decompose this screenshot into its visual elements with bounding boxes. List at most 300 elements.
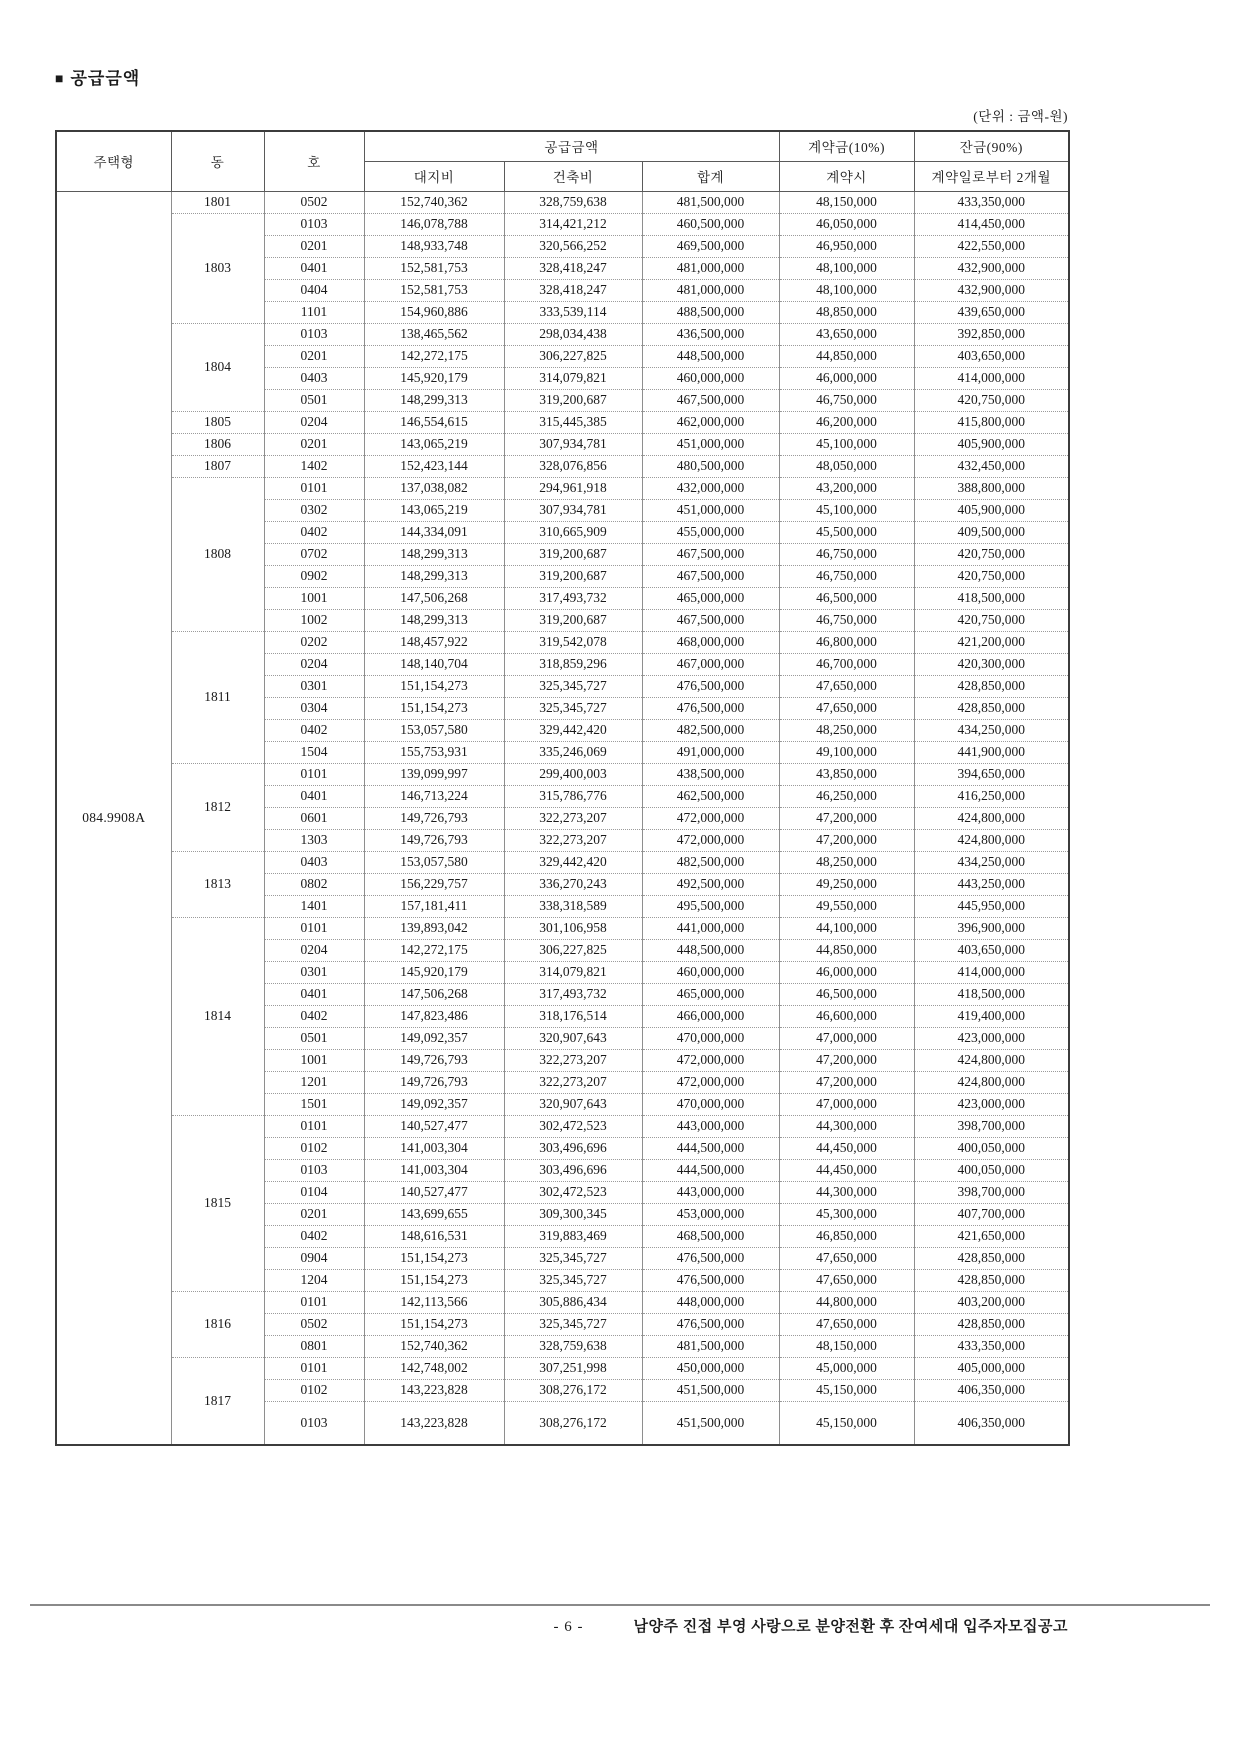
contract-payment-cell: 45,300,000 xyxy=(779,1203,914,1225)
contract-payment-cell: 46,750,000 xyxy=(779,543,914,565)
total-cell: 467,500,000 xyxy=(642,609,779,631)
land-cost-cell: 146,713,224 xyxy=(364,785,504,807)
balance-payment-cell: 424,800,000 xyxy=(914,1071,1069,1093)
building-cell: 1811 xyxy=(171,631,264,763)
balance-payment-cell: 400,050,000 xyxy=(914,1137,1069,1159)
contract-payment-cell: 47,000,000 xyxy=(779,1093,914,1115)
building-cell: 1808 xyxy=(171,477,264,631)
contract-payment-cell: 47,650,000 xyxy=(779,675,914,697)
construction-cost-cell: 328,418,247 xyxy=(504,279,642,301)
contract-payment-cell: 48,250,000 xyxy=(779,719,914,741)
contract-payment-cell: 46,600,000 xyxy=(779,1005,914,1027)
land-cost-cell: 152,581,753 xyxy=(364,257,504,279)
contract-payment-cell: 45,000,000 xyxy=(779,1357,914,1379)
section-title-text: 공급금액 xyxy=(70,69,141,88)
unit-cell: 0802 xyxy=(264,873,364,895)
building-cell: 1813 xyxy=(171,851,264,917)
balance-payment-cell: 424,800,000 xyxy=(914,1049,1069,1071)
total-cell: 441,000,000 xyxy=(642,917,779,939)
contract-payment-cell: 47,650,000 xyxy=(779,1269,914,1291)
land-cost-cell: 151,154,273 xyxy=(364,1313,504,1335)
total-cell: 438,500,000 xyxy=(642,763,779,785)
unit-cell: 0301 xyxy=(264,675,364,697)
unit-cell: 1001 xyxy=(264,1049,364,1071)
unit-cell: 0204 xyxy=(264,939,364,961)
total-cell: 481,000,000 xyxy=(642,257,779,279)
unit-cell: 0702 xyxy=(264,543,364,565)
construction-cost-cell: 317,493,732 xyxy=(504,983,642,1005)
total-cell: 451,000,000 xyxy=(642,433,779,455)
contract-payment-cell: 44,100,000 xyxy=(779,917,914,939)
table-row xyxy=(56,631,1069,653)
total-cell: 443,000,000 xyxy=(642,1181,779,1203)
unit-cell: 0101 xyxy=(264,1291,364,1313)
unit-cell: 0102 xyxy=(264,1379,364,1401)
unit-cell: 0101 xyxy=(264,1357,364,1379)
footer-note: 남양주 진접 부영 사랑으로 분양전환 후 잔여세대 입주자모집공고 xyxy=(633,1619,1068,1635)
land-cost-cell: 142,113,566 xyxy=(364,1291,504,1313)
unit-cell: 0403 xyxy=(264,851,364,873)
unit-cell: 1001 xyxy=(264,587,364,609)
housing-type-cell: 084.9908A xyxy=(56,191,171,1445)
unit-cell: 0202 xyxy=(264,631,364,653)
land-cost-cell: 142,272,175 xyxy=(364,939,504,961)
land-cost-cell: 148,616,531 xyxy=(364,1225,504,1247)
land-cost-cell: 153,057,580 xyxy=(364,719,504,741)
contract-payment-cell: 46,750,000 xyxy=(779,609,914,631)
unit-cell: 1303 xyxy=(264,829,364,851)
footer-row xyxy=(30,1615,1210,1636)
contract-payment-cell: 44,300,000 xyxy=(779,1181,914,1203)
unit-cell: 0902 xyxy=(264,565,364,587)
balance-payment-cell: 414,000,000 xyxy=(914,367,1069,389)
balance-payment-cell: 418,500,000 xyxy=(914,983,1069,1005)
total-cell: 480,500,000 xyxy=(642,455,779,477)
construction-cost-cell: 319,200,687 xyxy=(504,543,642,565)
building-cell: 1814 xyxy=(171,917,264,1115)
total-cell: 491,000,000 xyxy=(642,741,779,763)
balance-payment-cell: 405,900,000 xyxy=(914,433,1069,455)
total-cell: 451,500,000 xyxy=(642,1379,779,1401)
balance-payment-cell: 405,900,000 xyxy=(914,499,1069,521)
building-cell: 1805 xyxy=(171,411,264,433)
unit-cell: 0904 xyxy=(264,1247,364,1269)
construction-cost-cell: 325,345,727 xyxy=(504,675,642,697)
total-cell: 460,000,000 xyxy=(642,367,779,389)
land-cost-cell: 152,581,753 xyxy=(364,279,504,301)
construction-cost-cell: 325,345,727 xyxy=(504,1313,642,1335)
construction-cost-cell: 329,442,420 xyxy=(504,719,642,741)
land-cost-cell: 145,920,179 xyxy=(364,961,504,983)
building-cell: 1816 xyxy=(171,1291,264,1357)
unit-cell: 0103 xyxy=(264,213,364,235)
construction-cost-cell: 305,886,434 xyxy=(504,1291,642,1313)
total-cell: 436,500,000 xyxy=(642,323,779,345)
contract-payment-cell: 46,950,000 xyxy=(779,235,914,257)
construction-cost-cell: 306,227,825 xyxy=(504,345,642,367)
construction-cost-cell: 299,400,003 xyxy=(504,763,642,785)
land-cost-cell: 151,154,273 xyxy=(364,697,504,719)
balance-payment-cell: 433,350,000 xyxy=(914,1335,1069,1357)
contract-payment-cell: 46,000,000 xyxy=(779,367,914,389)
total-cell: 462,500,000 xyxy=(642,785,779,807)
contract-payment-cell: 47,650,000 xyxy=(779,697,914,719)
total-cell: 476,500,000 xyxy=(642,697,779,719)
land-cost-cell: 141,003,304 xyxy=(364,1159,504,1181)
contract-payment-cell: 44,300,000 xyxy=(779,1115,914,1137)
balance-payment-cell: 423,000,000 xyxy=(914,1027,1069,1049)
land-cost-cell: 144,334,091 xyxy=(364,521,504,543)
unit-cell: 0401 xyxy=(264,983,364,1005)
unit-cell: 0402 xyxy=(264,719,364,741)
land-cost-cell: 151,154,273 xyxy=(364,1269,504,1291)
page-footer xyxy=(30,1604,1210,1636)
land-cost-cell: 155,753,931 xyxy=(364,741,504,763)
construction-cost-cell: 306,227,825 xyxy=(504,939,642,961)
unit-cell: 0402 xyxy=(264,1225,364,1247)
unit-cell: 0601 xyxy=(264,807,364,829)
balance-payment-cell: 434,250,000 xyxy=(914,719,1069,741)
unit-cell: 0101 xyxy=(264,763,364,785)
unit-cell: 0501 xyxy=(264,389,364,411)
balance-payment-cell: 428,850,000 xyxy=(914,675,1069,697)
balance-payment-cell: 421,650,000 xyxy=(914,1225,1069,1247)
unit-cell: 0201 xyxy=(264,345,364,367)
construction-cost-cell: 320,907,643 xyxy=(504,1093,642,1115)
balance-payment-cell: 428,850,000 xyxy=(914,697,1069,719)
land-cost-cell: 149,726,793 xyxy=(364,1049,504,1071)
total-cell: 465,000,000 xyxy=(642,587,779,609)
contract-payment-cell: 48,150,000 xyxy=(779,1335,914,1357)
balance-payment-cell: 445,950,000 xyxy=(914,895,1069,917)
balance-payment-cell: 421,200,000 xyxy=(914,631,1069,653)
construction-cost-cell: 315,786,776 xyxy=(504,785,642,807)
total-cell: 467,500,000 xyxy=(642,543,779,565)
balance-payment-cell: 428,850,000 xyxy=(914,1269,1069,1291)
total-cell: 444,500,000 xyxy=(642,1159,779,1181)
land-cost-cell: 143,065,219 xyxy=(364,499,504,521)
contract-payment-cell: 44,850,000 xyxy=(779,939,914,961)
unit-cell: 0402 xyxy=(264,1005,364,1027)
balance-payment-cell: 398,700,000 xyxy=(914,1181,1069,1203)
balance-payment-cell: 432,450,000 xyxy=(914,455,1069,477)
balance-payment-cell: 424,800,000 xyxy=(914,807,1069,829)
total-cell: 482,500,000 xyxy=(642,851,779,873)
balance-payment-cell: 420,750,000 xyxy=(914,565,1069,587)
total-cell: 450,000,000 xyxy=(642,1357,779,1379)
construction-cost-cell: 317,493,732 xyxy=(504,587,642,609)
contract-payment-cell: 49,550,000 xyxy=(779,895,914,917)
construction-cost-cell: 318,859,296 xyxy=(504,653,642,675)
land-cost-cell: 149,726,793 xyxy=(364,829,504,851)
building-cell: 1812 xyxy=(171,763,264,851)
table-row xyxy=(56,477,1069,499)
construction-cost-cell: 310,665,909 xyxy=(504,521,642,543)
footer-divider xyxy=(30,1604,1210,1606)
contract-payment-cell: 45,100,000 xyxy=(779,499,914,521)
land-cost-cell: 149,726,793 xyxy=(364,807,504,829)
table-row xyxy=(56,213,1069,235)
total-cell: 455,000,000 xyxy=(642,521,779,543)
header-row-1 xyxy=(56,131,1069,161)
land-cost-cell: 157,181,411 xyxy=(364,895,504,917)
balance-payment-cell: 392,850,000 xyxy=(914,323,1069,345)
total-cell: 472,000,000 xyxy=(642,807,779,829)
unit-cell: 0304 xyxy=(264,697,364,719)
building-cell: 1803 xyxy=(171,213,264,323)
col-header-building: 동 xyxy=(171,131,264,191)
land-cost-cell: 152,423,144 xyxy=(364,455,504,477)
total-cell: 451,000,000 xyxy=(642,499,779,521)
land-cost-cell: 148,457,922 xyxy=(364,631,504,653)
balance-payment-cell: 420,750,000 xyxy=(914,609,1069,631)
land-cost-cell: 143,223,828 xyxy=(364,1379,504,1401)
table-row xyxy=(56,191,1069,213)
construction-cost-cell: 322,273,207 xyxy=(504,1049,642,1071)
balance-payment-cell: 403,650,000 xyxy=(914,939,1069,961)
contract-payment-cell: 47,650,000 xyxy=(779,1247,914,1269)
land-cost-cell: 146,554,615 xyxy=(364,411,504,433)
balance-payment-cell: 428,850,000 xyxy=(914,1313,1069,1335)
land-cost-cell: 143,699,655 xyxy=(364,1203,504,1225)
balance-payment-cell: 432,900,000 xyxy=(914,279,1069,301)
balance-payment-cell: 400,050,000 xyxy=(914,1159,1069,1181)
contract-payment-cell: 48,150,000 xyxy=(779,191,914,213)
unit-cell: 0201 xyxy=(264,433,364,455)
total-cell: 432,000,000 xyxy=(642,477,779,499)
construction-cost-cell: 329,442,420 xyxy=(504,851,642,873)
contract-payment-cell: 49,100,000 xyxy=(779,741,914,763)
contract-payment-cell: 46,200,000 xyxy=(779,411,914,433)
total-cell: 470,000,000 xyxy=(642,1093,779,1115)
total-cell: 481,000,000 xyxy=(642,279,779,301)
col-header-unit: 호 xyxy=(264,131,364,191)
unit-cell: 0302 xyxy=(264,499,364,521)
contract-payment-cell: 44,800,000 xyxy=(779,1291,914,1313)
unit-note: (단위 : 금액-원) xyxy=(973,109,1068,124)
table-row xyxy=(56,851,1069,873)
construction-cost-cell: 314,079,821 xyxy=(504,961,642,983)
unit-cell: 1002 xyxy=(264,609,364,631)
contract-payment-cell: 47,650,000 xyxy=(779,1313,914,1335)
unit-cell: 0103 xyxy=(264,1159,364,1181)
construction-cost-cell: 319,200,687 xyxy=(504,565,642,587)
land-cost-cell: 147,506,268 xyxy=(364,587,504,609)
total-cell: 492,500,000 xyxy=(642,873,779,895)
contract-payment-cell: 43,650,000 xyxy=(779,323,914,345)
contract-payment-cell: 46,700,000 xyxy=(779,653,914,675)
land-cost-cell: 147,823,486 xyxy=(364,1005,504,1027)
construction-cost-cell: 319,200,687 xyxy=(504,609,642,631)
unit-cell: 1501 xyxy=(264,1093,364,1115)
balance-payment-cell: 420,750,000 xyxy=(914,543,1069,565)
contract-payment-cell: 47,200,000 xyxy=(779,807,914,829)
building-cell: 1806 xyxy=(171,433,264,455)
balance-payment-cell: 441,900,000 xyxy=(914,741,1069,763)
balance-payment-cell: 407,700,000 xyxy=(914,1203,1069,1225)
construction-cost-cell: 328,076,856 xyxy=(504,455,642,477)
col-header-total: 합계 xyxy=(642,161,779,191)
contract-payment-cell: 46,800,000 xyxy=(779,631,914,653)
total-cell: 476,500,000 xyxy=(642,1269,779,1291)
balance-payment-cell: 403,650,000 xyxy=(914,345,1069,367)
unit-cell: 0201 xyxy=(264,235,364,257)
total-cell: 481,500,000 xyxy=(642,191,779,213)
col-header-contract-deposit: 계약금(10%) xyxy=(779,131,914,161)
balance-payment-cell: 423,000,000 xyxy=(914,1093,1069,1115)
construction-cost-cell: 308,276,172 xyxy=(504,1401,642,1445)
land-cost-cell: 138,465,562 xyxy=(364,323,504,345)
unit-cell: 0101 xyxy=(264,1115,364,1137)
balance-payment-cell: 406,350,000 xyxy=(914,1379,1069,1401)
balance-payment-cell: 388,800,000 xyxy=(914,477,1069,499)
contract-payment-cell: 44,450,000 xyxy=(779,1159,914,1181)
land-cost-cell: 148,933,748 xyxy=(364,235,504,257)
land-cost-cell: 149,092,357 xyxy=(364,1093,504,1115)
construction-cost-cell: 319,200,687 xyxy=(504,389,642,411)
balance-payment-cell: 406,350,000 xyxy=(914,1401,1069,1445)
contract-payment-cell: 44,450,000 xyxy=(779,1137,914,1159)
col-header-two-months: 계약일로부터 2개월 xyxy=(914,161,1069,191)
construction-cost-cell: 325,345,727 xyxy=(504,1247,642,1269)
total-cell: 448,500,000 xyxy=(642,939,779,961)
construction-cost-cell: 303,496,696 xyxy=(504,1159,642,1181)
total-cell: 476,500,000 xyxy=(642,1247,779,1269)
contract-payment-cell: 46,000,000 xyxy=(779,961,914,983)
col-header-balance: 잔금(90%) xyxy=(914,131,1069,161)
building-cell: 1815 xyxy=(171,1115,264,1291)
construction-cost-cell: 325,345,727 xyxy=(504,697,642,719)
table-row xyxy=(56,917,1069,939)
balance-payment-cell: 433,350,000 xyxy=(914,191,1069,213)
construction-cost-cell: 325,345,727 xyxy=(504,1269,642,1291)
construction-cost-cell: 319,883,469 xyxy=(504,1225,642,1247)
construction-cost-cell: 294,961,918 xyxy=(504,477,642,499)
land-cost-cell: 152,740,362 xyxy=(364,1335,504,1357)
balance-payment-cell: 414,000,000 xyxy=(914,961,1069,983)
contract-payment-cell: 46,500,000 xyxy=(779,587,914,609)
land-cost-cell: 137,038,082 xyxy=(364,477,504,499)
col-header-construction-cost: 건축비 xyxy=(504,161,642,191)
total-cell: 462,000,000 xyxy=(642,411,779,433)
total-cell: 467,500,000 xyxy=(642,389,779,411)
balance-payment-cell: 396,900,000 xyxy=(914,917,1069,939)
construction-cost-cell: 328,759,638 xyxy=(504,191,642,213)
building-cell: 1801 xyxy=(171,191,264,213)
total-cell: 472,000,000 xyxy=(642,1049,779,1071)
balance-payment-cell: 424,800,000 xyxy=(914,829,1069,851)
contract-payment-cell: 48,850,000 xyxy=(779,301,914,323)
balance-payment-cell: 434,250,000 xyxy=(914,851,1069,873)
table-row xyxy=(56,1357,1069,1379)
construction-cost-cell: 335,246,069 xyxy=(504,741,642,763)
contract-payment-cell: 47,000,000 xyxy=(779,1027,914,1049)
balance-payment-cell: 394,650,000 xyxy=(914,763,1069,785)
unit-cell: 0401 xyxy=(264,785,364,807)
unit-cell: 0401 xyxy=(264,257,364,279)
construction-cost-cell: 303,496,696 xyxy=(504,1137,642,1159)
total-cell: 470,000,000 xyxy=(642,1027,779,1049)
contract-payment-cell: 45,500,000 xyxy=(779,521,914,543)
land-cost-cell: 148,299,313 xyxy=(364,389,504,411)
table-row xyxy=(56,1115,1069,1137)
total-cell: 476,500,000 xyxy=(642,675,779,697)
construction-cost-cell: 322,273,207 xyxy=(504,807,642,829)
total-cell: 443,000,000 xyxy=(642,1115,779,1137)
balance-payment-cell: 439,650,000 xyxy=(914,301,1069,323)
total-cell: 495,500,000 xyxy=(642,895,779,917)
contract-payment-cell: 49,250,000 xyxy=(779,873,914,895)
building-cell: 1807 xyxy=(171,455,264,477)
construction-cost-cell: 333,539,114 xyxy=(504,301,642,323)
land-cost-cell: 148,299,313 xyxy=(364,565,504,587)
total-cell: 448,000,000 xyxy=(642,1291,779,1313)
total-cell: 468,500,000 xyxy=(642,1225,779,1247)
land-cost-cell: 147,506,268 xyxy=(364,983,504,1005)
land-cost-cell: 151,154,273 xyxy=(364,1247,504,1269)
land-cost-cell: 143,223,828 xyxy=(364,1401,504,1445)
land-cost-cell: 143,065,219 xyxy=(364,433,504,455)
unit-cell: 0101 xyxy=(264,477,364,499)
unit-cell: 0502 xyxy=(264,191,364,213)
construction-cost-cell: 320,907,643 xyxy=(504,1027,642,1049)
land-cost-cell: 151,154,273 xyxy=(364,675,504,697)
total-cell: 453,000,000 xyxy=(642,1203,779,1225)
balance-payment-cell: 443,250,000 xyxy=(914,873,1069,895)
construction-cost-cell: 298,034,438 xyxy=(504,323,642,345)
unit-cell: 1402 xyxy=(264,455,364,477)
unit-cell: 0101 xyxy=(264,917,364,939)
unit-cell: 0301 xyxy=(264,961,364,983)
balance-payment-cell: 409,500,000 xyxy=(914,521,1069,543)
land-cost-cell: 139,893,042 xyxy=(364,917,504,939)
table-row xyxy=(56,763,1069,785)
balance-payment-cell: 405,000,000 xyxy=(914,1357,1069,1379)
total-cell: 460,500,000 xyxy=(642,213,779,235)
unit-cell: 0103 xyxy=(264,1401,364,1445)
building-cell: 1817 xyxy=(171,1357,264,1445)
unit-cell: 0102 xyxy=(264,1137,364,1159)
construction-cost-cell: 307,934,781 xyxy=(504,433,642,455)
balance-payment-cell: 432,900,000 xyxy=(914,257,1069,279)
unit-cell: 0404 xyxy=(264,279,364,301)
total-cell: 466,000,000 xyxy=(642,1005,779,1027)
land-cost-cell: 149,092,357 xyxy=(364,1027,504,1049)
unit-cell: 1204 xyxy=(264,1269,364,1291)
unit-cell: 1201 xyxy=(264,1071,364,1093)
balance-payment-cell: 422,550,000 xyxy=(914,235,1069,257)
table-row xyxy=(56,1291,1069,1313)
total-cell: 467,000,000 xyxy=(642,653,779,675)
total-cell: 465,000,000 xyxy=(642,983,779,1005)
total-cell: 472,000,000 xyxy=(642,1071,779,1093)
construction-cost-cell: 336,270,243 xyxy=(504,873,642,895)
land-cost-cell: 142,272,175 xyxy=(364,345,504,367)
construction-cost-cell: 308,276,172 xyxy=(504,1379,642,1401)
section-title xyxy=(55,64,1240,89)
construction-cost-cell: 314,421,212 xyxy=(504,213,642,235)
construction-cost-cell: 328,418,247 xyxy=(504,257,642,279)
construction-cost-cell: 318,176,514 xyxy=(504,1005,642,1027)
balance-payment-cell: 403,200,000 xyxy=(914,1291,1069,1313)
construction-cost-cell: 307,934,781 xyxy=(504,499,642,521)
construction-cost-cell: 302,472,523 xyxy=(504,1181,642,1203)
page-number: - 6 - xyxy=(553,1619,584,1635)
unit-cell: 0201 xyxy=(264,1203,364,1225)
land-cost-cell: 148,299,313 xyxy=(364,609,504,631)
contract-payment-cell: 48,100,000 xyxy=(779,279,914,301)
total-cell: 460,000,000 xyxy=(642,961,779,983)
